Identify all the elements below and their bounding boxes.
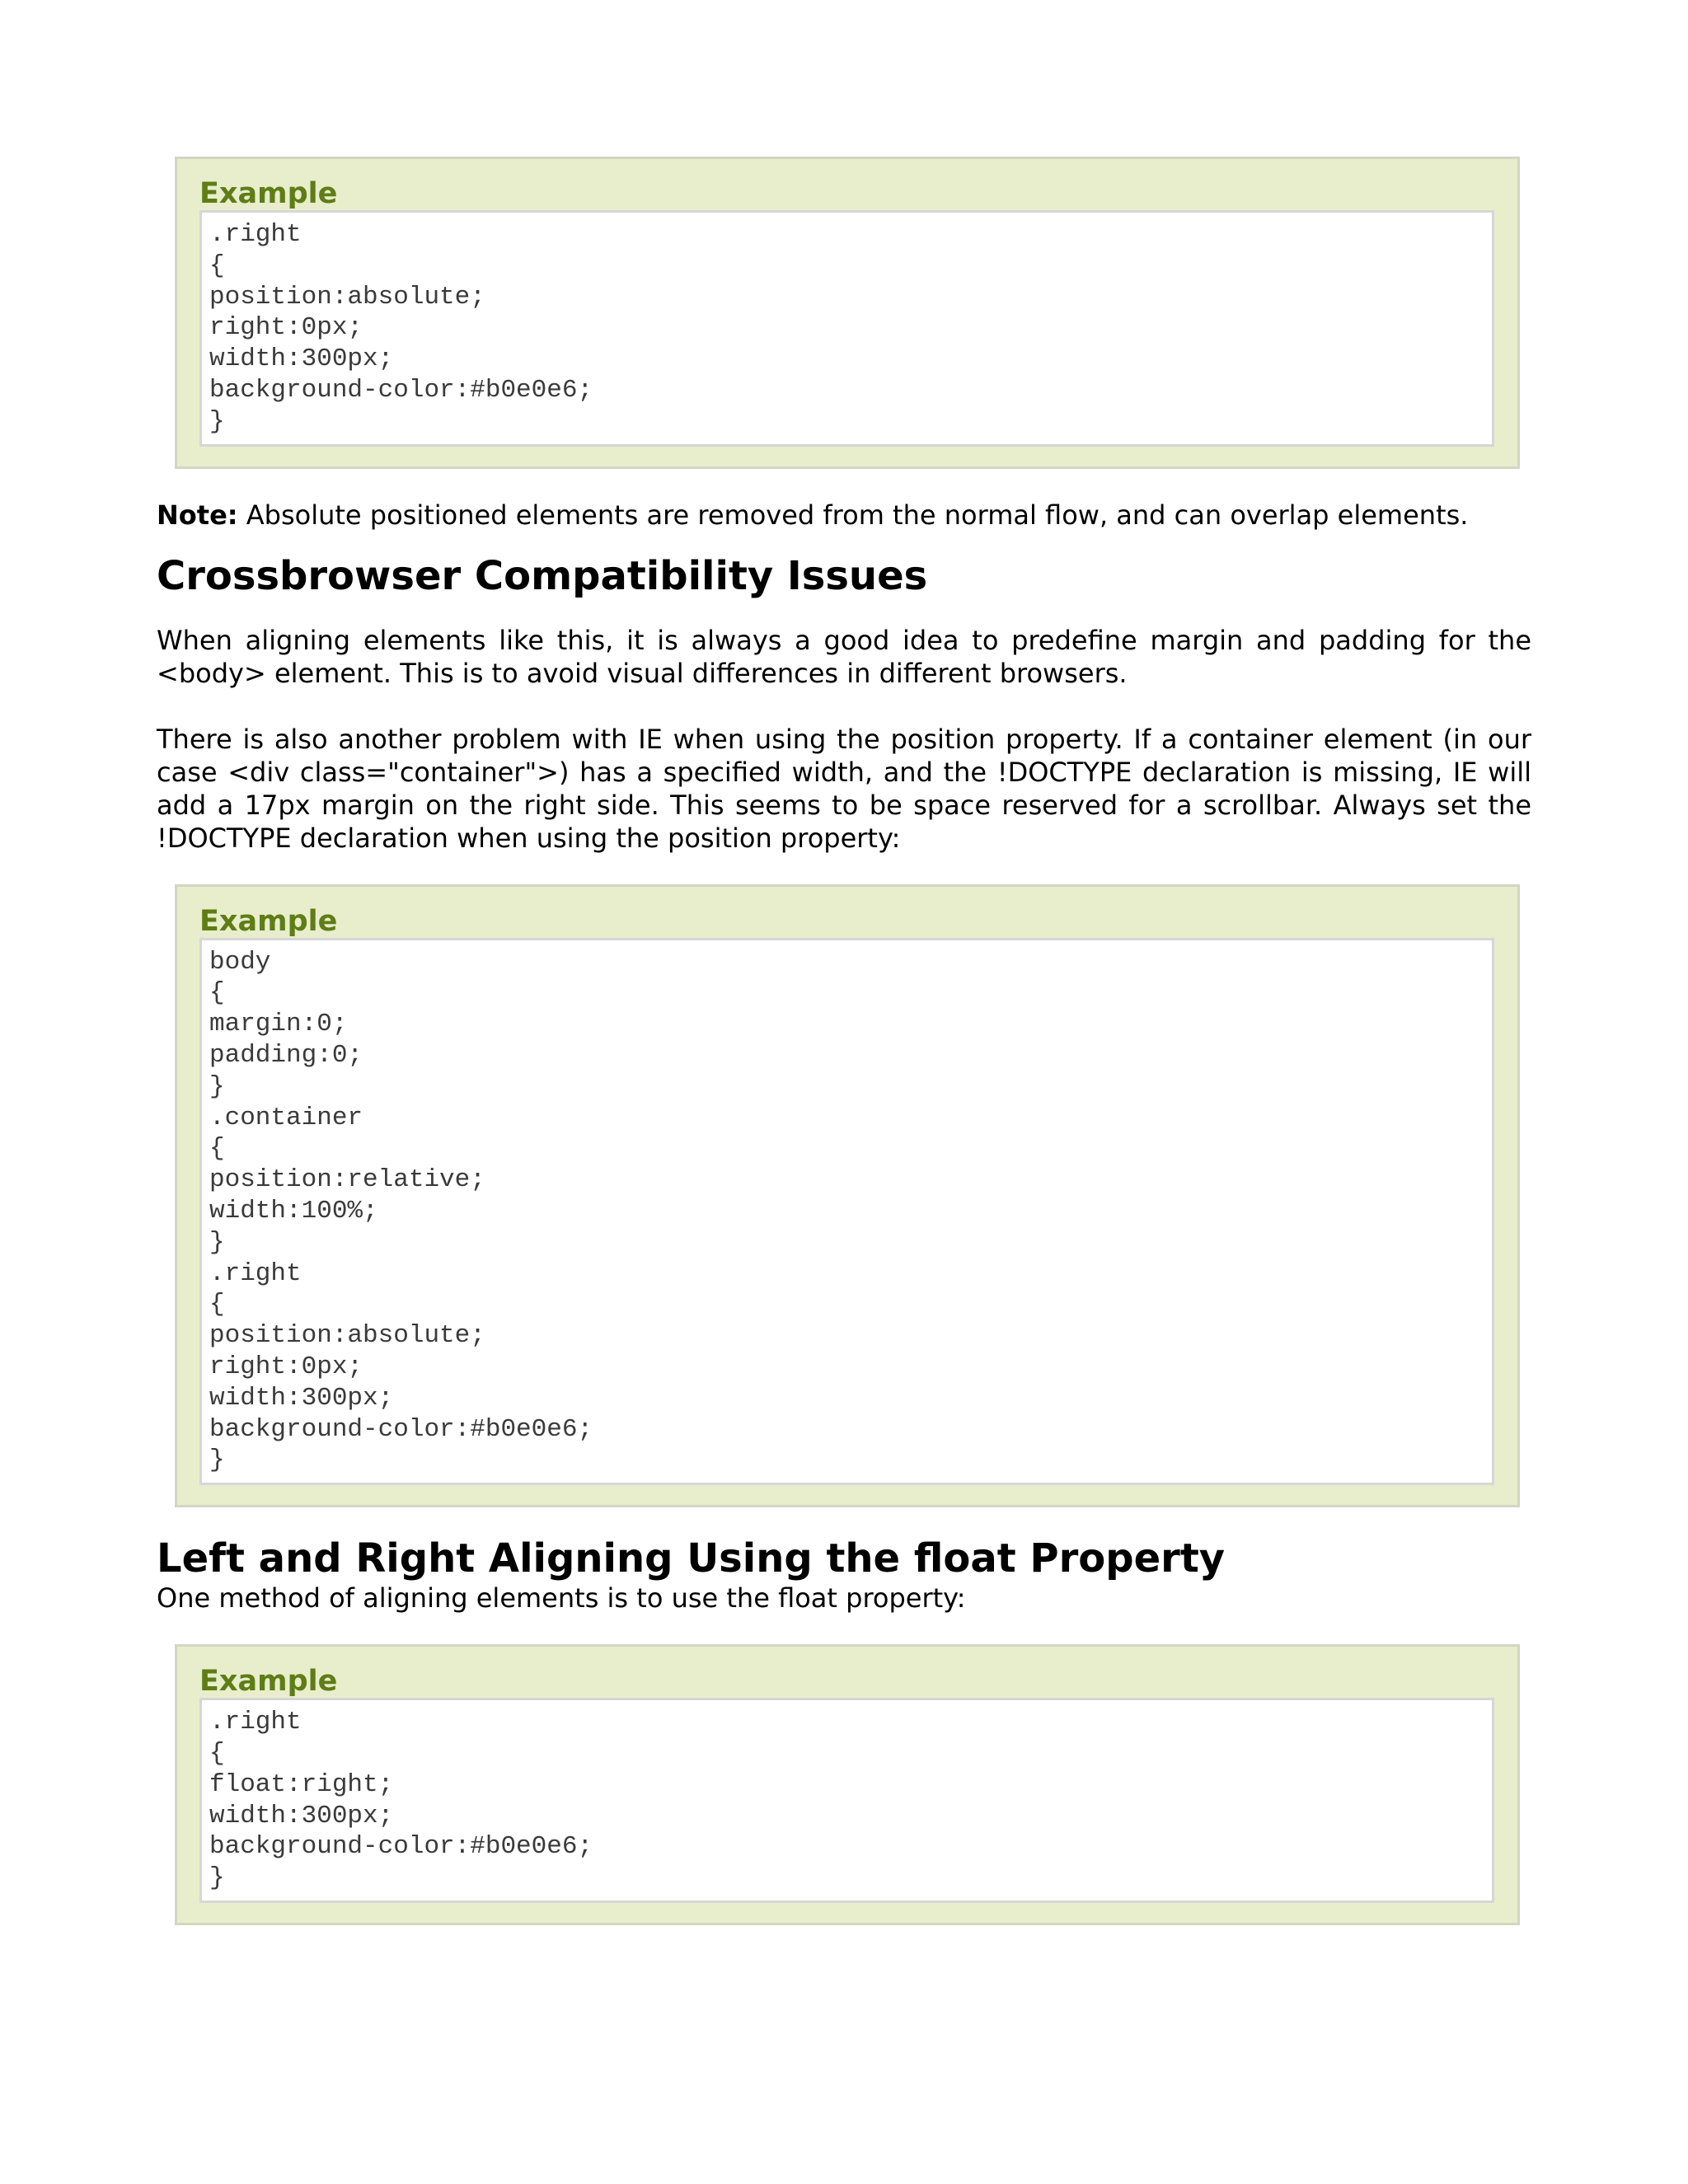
code-line: } [209, 1071, 225, 1101]
code-line: background-color:#b0e0e6; [209, 1832, 593, 1862]
code-line: width:300px; [209, 344, 394, 374]
document-page [157, 157, 1531, 1925]
float-intro-paragraph: One method of aligning elements is to use the float property: [157, 1582, 966, 1615]
code-line: { [209, 251, 225, 280]
crossbrowser-paragraph-2: There is also another problem with IE when using the position property. If a container element (in our case <div class="container">) has a specified width, and the !DOCTYPE declaration is missing, IE will add a 17px margin on the right side. This seems to be space reserved for a scrollbar. Always set the !DOCTYPE declaration when using the position property: [157, 723, 1531, 854]
note-label: Note: [157, 499, 238, 531]
section-heading-crossbrowser: Crossbrowser Compatibility Issues [157, 552, 928, 599]
code-line: { [209, 1134, 225, 1164]
crossbrowser-paragraph-1: When aligning elements like this, it is always a good idea to predefine margin and padding for the <body> element. This is to avoid visual differences in different browsers. [157, 624, 1531, 689]
code-line: body [209, 947, 271, 977]
example-label: Example [199, 904, 338, 938]
code-line: position:absolute; [209, 1321, 485, 1351]
code-line: position:absolute; [209, 282, 485, 312]
code-line: { [209, 978, 225, 1008]
section-heading-float: Left and Right Aligning Using the float Property [157, 1535, 1226, 1582]
example-box [175, 884, 1520, 1508]
example-box [175, 157, 1520, 469]
code-line: padding:0; [209, 1040, 363, 1070]
code-line: .container [209, 1103, 363, 1132]
code-line: } [209, 1446, 225, 1475]
code-line: .right [209, 220, 302, 249]
note-paragraph [157, 499, 1531, 532]
code-line: position:relative; [209, 1165, 485, 1195]
example-box [175, 1644, 1520, 1925]
code-line: right:0px; [209, 1352, 363, 1381]
code-line: } [209, 1227, 225, 1257]
code-line: } [209, 406, 225, 436]
code-line: width:100%; [209, 1196, 378, 1226]
code-line: .right [209, 1258, 302, 1288]
code-block [199, 938, 1494, 1486]
code-line: { [209, 1290, 225, 1319]
code-line: { [209, 1738, 225, 1768]
note-text: Absolute positioned elements are removed from the normal flow, and can overlap elements. [237, 499, 1469, 531]
code-line: float:right; [209, 1769, 394, 1799]
example-label: Example [199, 1665, 338, 1699]
code-line: } [209, 1863, 225, 1893]
code-line: margin:0; [209, 1010, 348, 1039]
code-block [199, 210, 1494, 447]
code-line: .right [209, 1708, 302, 1737]
code-line: width:300px; [209, 1801, 394, 1830]
example-label: Example [199, 177, 338, 210]
code-block [199, 1698, 1494, 1903]
code-line: background-color:#b0e0e6; [209, 1414, 593, 1444]
code-line: background-color:#b0e0e6; [209, 375, 593, 405]
code-line: right:0px; [209, 313, 363, 343]
code-line: width:300px; [209, 1383, 394, 1413]
